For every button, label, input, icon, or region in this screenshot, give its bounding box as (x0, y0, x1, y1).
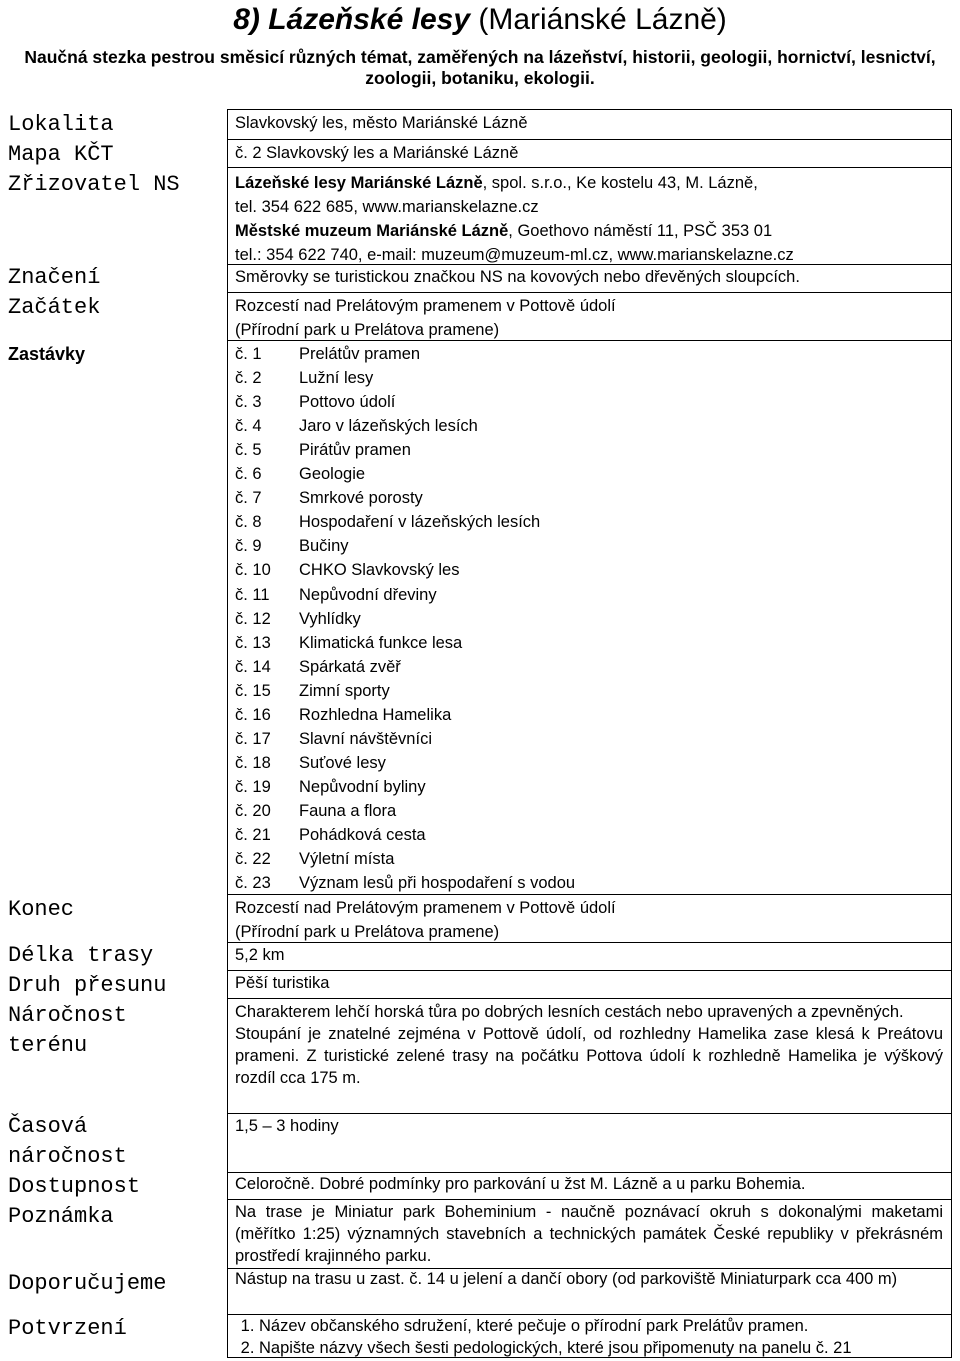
label-doporucujeme: Doporučujeme (8, 1271, 167, 1296)
value-lokalita: Slavkovský les, město Mariánské Lázně (235, 114, 528, 132)
row-divider (227, 1199, 952, 1200)
stop-item (235, 823, 426, 847)
stop-name: Pirátův pramen (299, 441, 411, 460)
stop-number: č. 19 (235, 777, 271, 796)
stop-item (235, 366, 373, 390)
value-dostupnost: Celoročně. Dobré podmínky pro parkování u žst M. Lázně a u parku Bohemia. (235, 1175, 806, 1193)
label-narocnost-2: terénu (8, 1033, 88, 1058)
stop-item (235, 727, 432, 751)
stop-item (235, 534, 349, 558)
stop-item (235, 438, 411, 462)
label-poznamka: Poznámka (8, 1204, 114, 1229)
stop-item (235, 799, 396, 823)
label-zastavky: Zastávky (8, 344, 86, 364)
label-delka: Délka trasy (8, 943, 154, 968)
stop-item (235, 847, 394, 871)
stop-item (235, 390, 395, 414)
stop-name: Bučiny (299, 537, 349, 556)
stop-item (235, 510, 540, 534)
stop-number: č. 5 (235, 441, 262, 460)
zrizovatel-line-3: Městské muzeum Mariánské Lázně, Goethovo náměstí 11, PSČ 353 01 (235, 222, 773, 240)
zrizovatel-line-2: tel. 354 622 685, www.marianskelazne.cz (235, 198, 539, 216)
stop-name: Výletní místa (299, 850, 395, 869)
value-druh: Pěší turistika (235, 974, 330, 992)
row-divider (227, 998, 952, 999)
stop-number: č. 7 (235, 489, 262, 508)
stop-number: č. 23 (235, 874, 271, 893)
stop-name: Vyhlídky (299, 609, 361, 628)
label-casova-2: náročnost (8, 1144, 127, 1169)
stop-number: č. 17 (235, 729, 271, 748)
label-potvrzeni: Potvrzení (8, 1316, 127, 1341)
stop-name: Pottovo údolí (299, 393, 396, 412)
stop-number: č. 14 (235, 657, 271, 676)
stop-name: Zimní sporty (299, 681, 390, 700)
stop-name: Lužní lesy (299, 369, 374, 388)
label-lokalita: Lokalita (8, 112, 114, 137)
label-narocnost-1: Náročnost (8, 1003, 127, 1028)
stop-number: č. 15 (235, 681, 271, 700)
stop-number: č. 12 (235, 609, 271, 628)
stop-name: Nepůvodní dřeviny (299, 585, 437, 604)
stop-number: č. 16 (235, 705, 271, 724)
stop-name: Jaro v lázeňských lesích (299, 417, 478, 436)
row-divider (227, 139, 952, 140)
value-casova: 1,5 – 3 hodiny (235, 1117, 339, 1135)
stop-name: Suťové lesy (299, 753, 386, 772)
stop-name: Nepůvodní byliny (299, 777, 426, 796)
stop-name: Hospodaření v lázeňských lesích (299, 513, 541, 532)
trail-intro: Naučná stezka pestrou směsicí různých témat, zaměřených na lázeňství, historii, geologii, hornictví, lesnictví, zoologii, botaniku, ekologii. (24, 47, 936, 88)
value-zrizovatel (235, 171, 943, 267)
stop-number: č. 9 (235, 537, 262, 556)
label-zacatek: Začátek (8, 295, 101, 320)
row-divider (227, 109, 952, 110)
stop-number: č. 13 (235, 633, 271, 652)
label-konec: Konec (8, 897, 75, 922)
row-divider (227, 292, 952, 293)
stop-name: Smrkové porosty (299, 489, 423, 508)
label-mapa: Mapa KČT (8, 142, 114, 167)
stop-number: č. 6 (235, 465, 262, 484)
value-narocnost (235, 1001, 943, 1089)
row-divider (227, 167, 952, 168)
stop-item (235, 871, 575, 895)
label-znaceni: Značení (8, 265, 101, 290)
zrizovatel-org-1: Lázeňské lesy Mariánské Lázně (235, 174, 483, 192)
stop-name: Geologie (299, 465, 366, 484)
value-potvrzeni (235, 1315, 943, 1359)
stop-item (235, 679, 390, 703)
zrizovatel-org-2: Městské muzeum Mariánské Lázně (235, 222, 509, 240)
question-list (235, 1315, 943, 1359)
narocnost-paragraph-1: Charakterem lehčí horská tůra po dobrých lesních cestách nebo upravených a zpevněných. (235, 1003, 904, 1021)
stop-number: č. 21 (235, 826, 271, 844)
stop-number: č. 20 (235, 801, 271, 820)
value-delka: 5,2 km (235, 946, 285, 964)
stop-item (235, 414, 478, 438)
stop-name: Klimatická funkce lesa (299, 633, 463, 652)
stop-name: Spárkatá zvěř (299, 657, 401, 676)
stop-item (235, 342, 420, 366)
value-konec: Rozcestí nad Prelátovým pramenem v Pottově údolí (Přírodní park u Prelátova pramene) (235, 899, 616, 941)
stop-number: č. 3 (235, 393, 262, 412)
stop-name: Slavní návštěvníci (299, 729, 432, 748)
stop-number: č. 4 (235, 417, 262, 436)
stop-name: CHKO Slavkovský les (299, 561, 460, 580)
narocnost-paragraph-2: Stoupání je znatelné zejména v Pottově údolí, od rozhledny Hamelika zase klesá k Preátovu prameni. Z turistické zelené trasy na počátku Pottova údolí k rozhledně Hamelika je výškový rozdíl cca 175 m. (235, 1025, 943, 1087)
value-znaceni: Směrovky se turistickou značkou NS na kovových nebo dřevěných sloupcích. (235, 268, 800, 286)
stop-item (235, 751, 386, 775)
stop-number: č. 1 (235, 345, 262, 363)
zrizovatel-line-4: tel.: 354 622 740, e-mail: muzeum@muzeum-ml.cz, www.marianskelazne.cz (235, 246, 794, 264)
stop-number: č. 2 (235, 369, 262, 388)
stop-number: č. 8 (235, 513, 262, 532)
page-title (0, 2, 960, 38)
stop-item (235, 775, 426, 799)
stop-number: č. 11 (235, 585, 270, 604)
value-poznamka: Na trase je Miniatur park Boheminium - naučně poznávací okruh s dokonalými maketami (měřítko 1:25) významných stavebních a technických památek České republiky v překrásném prostředí krajinného parku. (235, 1203, 943, 1265)
value-mapa: č. 2 Slavkovský les a Mariánské Lázně (235, 144, 519, 162)
label-casova-1: Časová (8, 1114, 88, 1139)
stop-item (235, 631, 462, 655)
stop-name: Význam lesů při hospodaření s vodou (299, 874, 576, 893)
stop-number: č. 22 (235, 850, 271, 869)
stop-item (235, 462, 365, 486)
stop-name: Pohádková cesta (299, 826, 426, 844)
label-zrizovatel: Zřizovatel NS (8, 172, 180, 197)
stop-item (235, 607, 361, 631)
question-item: 2. Napište názvy všech šesti pedologických, které jsou připomenuty na panelu č. 21 (259, 1337, 943, 1359)
label-dostupnost: Dostupnost (8, 1174, 141, 1199)
stop-item (235, 558, 459, 582)
stop-item (235, 703, 451, 727)
value-doporucujeme: Nástup na trasu u zast. č. 14 u jelení a dančí obory (od parkoviště Miniaturpark cca 400 m) (235, 1270, 898, 1288)
stop-name: Rozhledna Hamelika (299, 705, 452, 724)
stop-name: Fauna a flora (299, 801, 397, 820)
zrizovatel-line-1: Lázeňské lesy Mariánské Lázně, spol. s.r.o., Ke kostelu 43, M. Lázně, (235, 174, 758, 192)
title-place: (Mariánské Lázně) (478, 3, 727, 36)
stop-item (235, 486, 423, 510)
stop-item (235, 655, 401, 679)
stop-item (235, 583, 437, 607)
stop-number: č. 18 (235, 753, 271, 772)
question-item: 1. Název občanského sdružení, které pečuje o přírodní park Prelátův pramen. (259, 1315, 943, 1337)
stop-number: č. 10 (235, 561, 271, 580)
value-zacatek: Rozcestí nad Prelátovým pramenem v Pottově údolí (Přírodní park u Prelátova pramene) (235, 297, 616, 339)
title-trail-name: 8) Lázeňské lesy (233, 3, 471, 36)
stop-name: Prelátův pramen (299, 345, 421, 363)
label-druh: Druh přesunu (8, 973, 167, 998)
